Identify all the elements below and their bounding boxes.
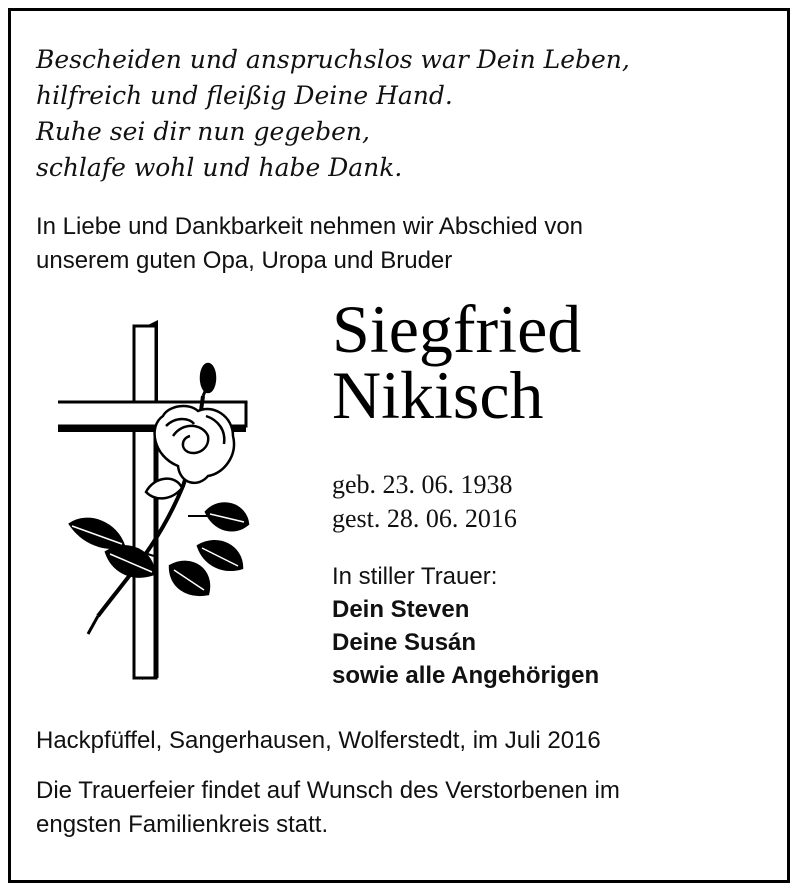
place-and-date: Hackpfüffel, Sangerhausen, Wolferstedt, im Juli 2016 bbox=[36, 727, 601, 754]
mourners bbox=[332, 560, 599, 692]
mourner-name: Deine Susán bbox=[332, 629, 477, 656]
life-dates bbox=[332, 468, 517, 536]
intro-text bbox=[36, 210, 583, 278]
birth-date: geb. 23. 06. 1938 bbox=[332, 470, 513, 499]
last-name: Nikisch bbox=[332, 357, 544, 433]
mourner-name: Dein Steven bbox=[332, 596, 470, 623]
death-date: gest. 28. 06. 2016 bbox=[332, 504, 517, 533]
intro-line: unserem guten Opa, Uropa und Bruder bbox=[36, 247, 453, 274]
poem-line: Bescheiden und anspruchslos war Dein Leben, bbox=[36, 45, 630, 74]
funeral-note bbox=[36, 774, 620, 842]
poem-line: Ruhe sei dir nun gegeben, bbox=[36, 117, 370, 146]
cross-with-rose-icon bbox=[58, 316, 258, 686]
poem bbox=[36, 42, 630, 186]
poem-line: hilfreich und fleißig Deine Hand. bbox=[36, 81, 453, 110]
cross-icon bbox=[58, 320, 248, 680]
deceased-name bbox=[332, 291, 582, 433]
mourners-heading: In stiller Trauer: bbox=[332, 563, 498, 590]
first-name: Siegfried bbox=[332, 291, 582, 367]
intro-line: In Liebe und Dankbarkeit nehmen wir Abschied von bbox=[36, 213, 584, 240]
poem-line: schlafe wohl und habe Dank. bbox=[36, 153, 403, 182]
note-line: Die Trauerfeier findet auf Wunsch des Verstorbenen im bbox=[36, 777, 620, 804]
note-line: engsten Familienkreis statt. bbox=[36, 811, 329, 838]
mourner-name: sowie alle Angehörigen bbox=[332, 662, 600, 689]
